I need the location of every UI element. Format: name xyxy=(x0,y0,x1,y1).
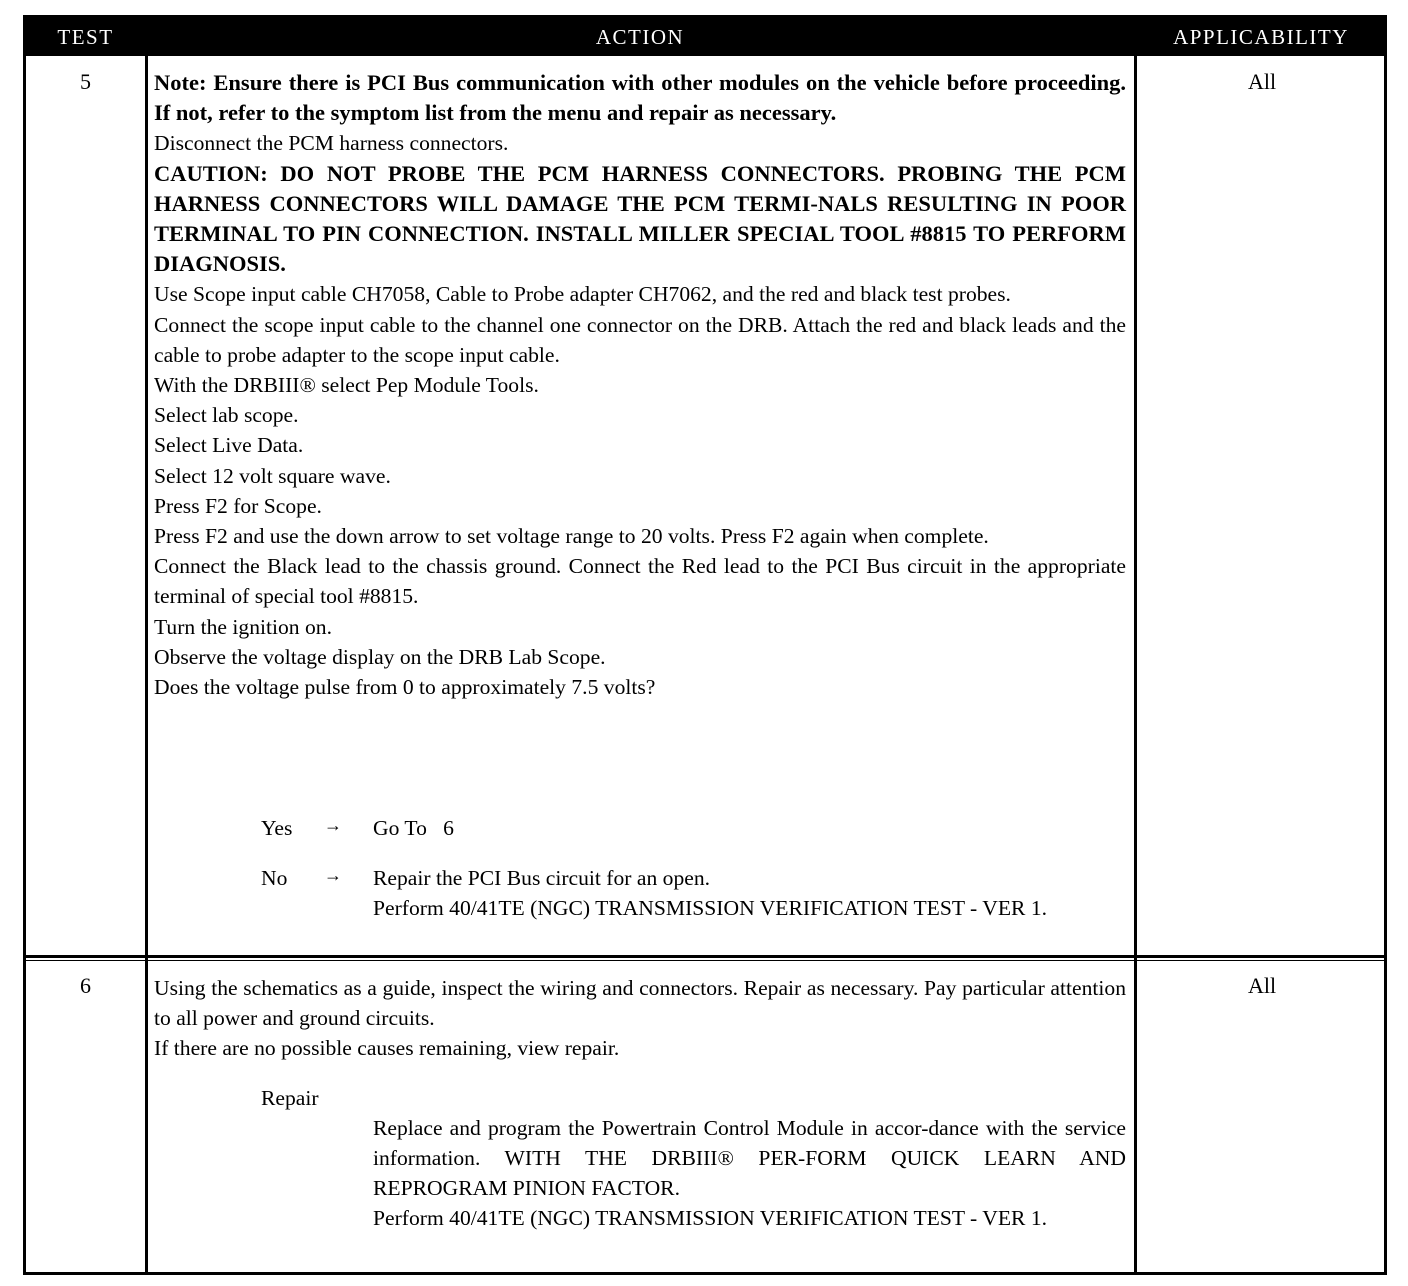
repair-verification: Perform 40/41TE (NGC) TRANSMISSION VERIFICATION TEST - VER 1. xyxy=(373,1206,1048,1230)
yes-action[interactable]: Go To 6 xyxy=(373,816,454,840)
step-square-wave: Select 12 volt square wave. xyxy=(154,463,391,488)
column-divider-left xyxy=(145,56,148,1275)
applicability-6: All xyxy=(1247,973,1277,998)
step-live-data: Select Live Data. xyxy=(154,433,304,458)
step-connect-scope: Connect the scope input cable to the channel one connector on the DRB. Attach the red and black leads and the cable to probe adapter to the scope input cable. xyxy=(154,312,1126,367)
header-action: ACTION xyxy=(595,25,685,49)
no-action-verification: Perform 40/41TE (NGC) TRANSMISSION VERIFICATION TEST - VER 1. xyxy=(373,896,1048,920)
header-applicability: APPLICABILITY xyxy=(1173,25,1349,49)
test-number-6: 6 xyxy=(80,973,91,998)
test-table xyxy=(23,15,1387,1275)
step-voltage-range: Press F2 and use the down arrow to set voltage range to 20 volts. Press F2 again when complete. xyxy=(154,524,989,549)
step-observe: Observe the voltage display on the DRB Lab Scope. xyxy=(154,644,606,669)
caution-text: CAUTION: DO NOT PROBE THE PCM HARNESS CONNECTORS. PROBING THE PCM HARNESS CONNECTORS WILL DAMAGE THE PCM TERMI-NALS RESULTING IN POOR TERMINAL TO PIN CONNECTION. INSTALL MILLER SPECIAL TOOL #8815 TO PERFORM DIAGNOSIS. xyxy=(154,160,1126,277)
step-scope-cable: Use Scope input cable CH7058, Cable to Probe adapter CH7062, and the red and black test probes. xyxy=(154,282,1011,307)
repair-label: Repair xyxy=(261,1086,319,1110)
step-press-f2: Press F2 for Scope. xyxy=(154,493,322,518)
arrow-icon: → xyxy=(324,815,342,835)
header-test: TEST xyxy=(57,25,114,49)
arrow-icon: → xyxy=(324,865,342,885)
row-divider-bottom xyxy=(26,960,1384,961)
no-label: No xyxy=(261,866,288,890)
no-action xyxy=(373,863,1126,923)
step-ignition-on: Turn the ignition on. xyxy=(154,614,332,639)
action-text-6 xyxy=(154,973,1126,1064)
row-divider-top xyxy=(26,955,1384,958)
question-text: Does the voltage pulse from 0 to approximately 7.5 volts? xyxy=(154,675,656,700)
column-divider-right xyxy=(1134,56,1137,1275)
step-connect-leads: Connect the Black lead to the chassis ground. Connect the Red lead to the PCI Bus circuit in the appropriate terminal of special tool #8815. xyxy=(154,554,1126,609)
table-header xyxy=(26,18,1384,56)
yes-label: Yes xyxy=(261,816,293,840)
no-action-repair: Repair the PCI Bus circuit for an open. xyxy=(373,866,711,890)
repair-instructions xyxy=(373,1113,1126,1233)
view-repair-text: If there are no possible causes remaining, view repair. xyxy=(154,1036,620,1061)
applicability-5: All xyxy=(1247,69,1277,94)
step-pep-module: With the DRBIII® select Pep Module Tools. xyxy=(154,373,539,398)
step-disconnect: Disconnect the PCM harness connectors. xyxy=(154,131,509,156)
test-number-5: 5 xyxy=(80,69,91,94)
inspect-wiring-text: Using the schematics as a guide, inspect the wiring and connectors. Repair as necessary. Pay particular attention to all power and ground circuits. xyxy=(154,976,1126,1031)
action-text-5 xyxy=(154,68,1126,702)
repair-replace-pcm: Replace and program the Powertrain Control Module in accor-dance with the service information. WITH THE DRBIII® PER-FORM QUICK LEARN AND REPROGRAM PINION FACTOR. xyxy=(373,1116,1126,1200)
step-lab-scope: Select lab scope. xyxy=(154,403,299,428)
note-text: Note: Ensure there is PCI Bus communication with other modules on the vehicle before proceeding. If not, refer to the symptom list from the menu and repair as necessary. xyxy=(154,70,1126,126)
